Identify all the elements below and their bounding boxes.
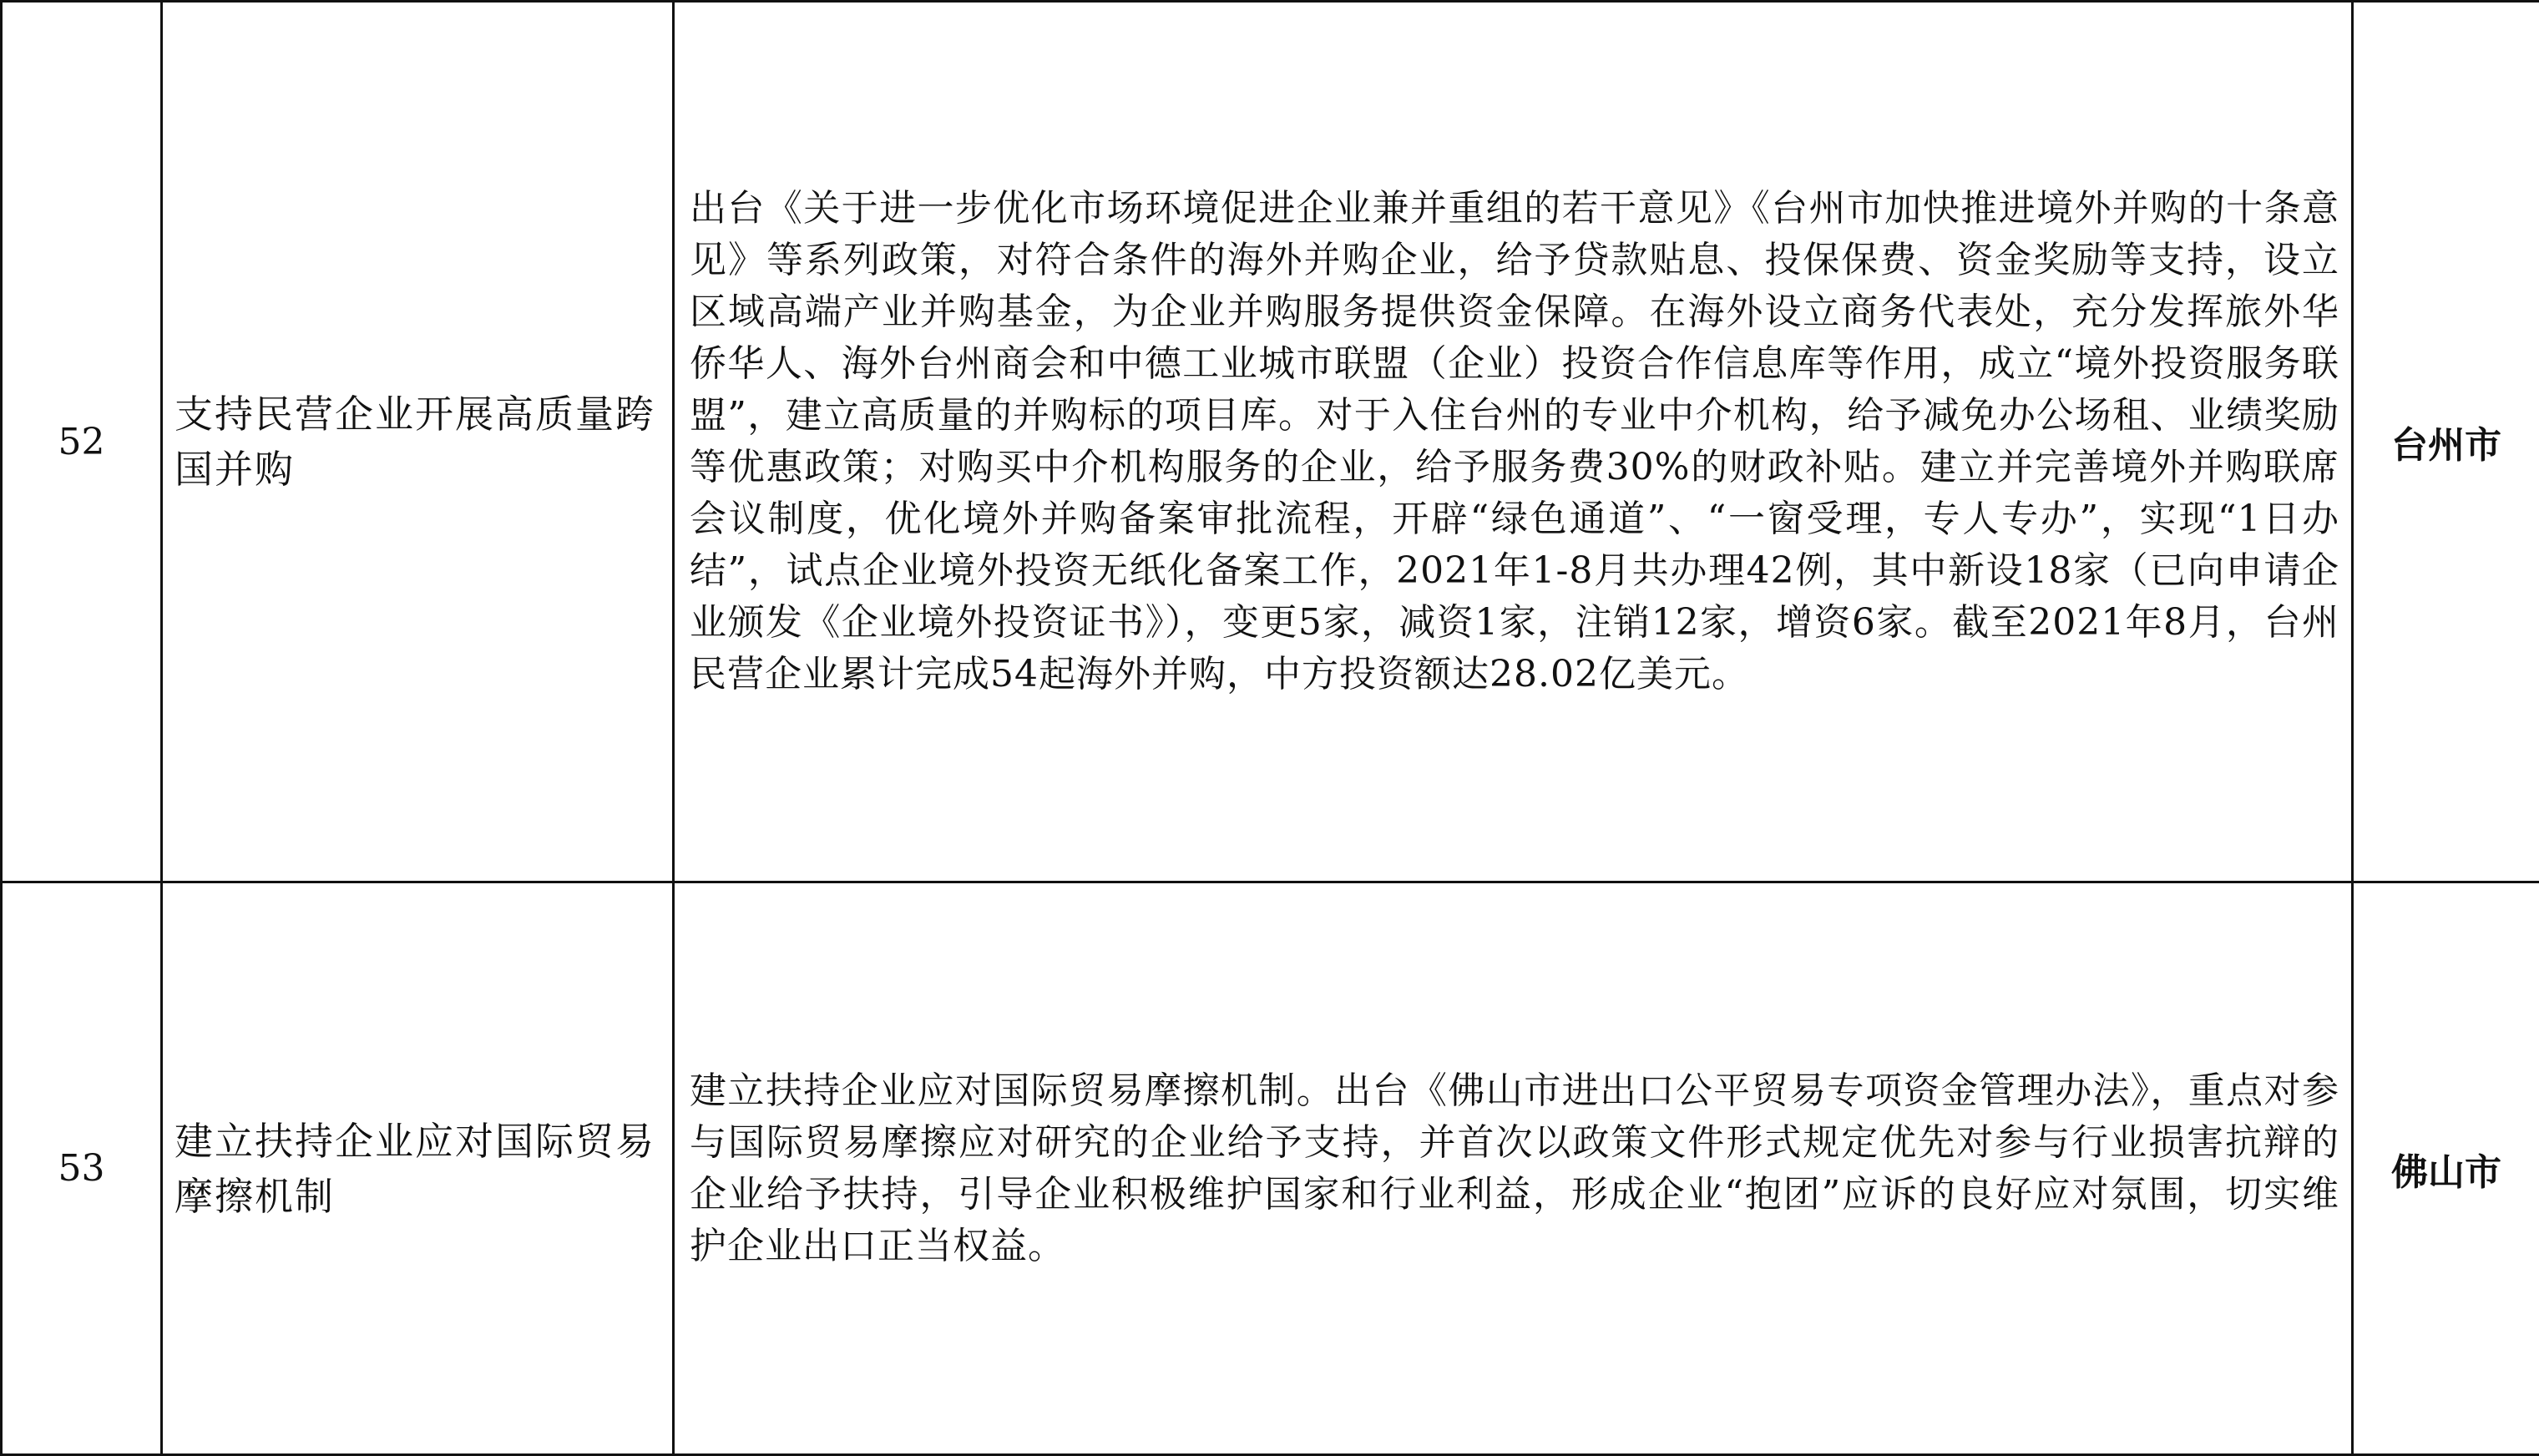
city-name: 台州市 (2353, 2, 2539, 882)
city-name: 佛山市 (2353, 882, 2539, 1455)
measure-detail (674, 882, 2353, 1455)
detail-text: 出台《关于进一步优化市场环境促进企业兼并重组的若干意见》《台州市加快推进境外并购的十条意见》等系列政策，对符合条件的海外并购企业，给予贷款贴息、投保保费、资金奖励等支持，设立区域高端产业并购基金，为企业并购服务提供资金保障。在海外设立商务代表处，充分发挥旅外华侨华人、海外台州商会和中德工业城市联盟（企业）投资合作信息库等作用，成立“境外投资服务联盟”，建立高质量的并购标的项目库。对于入住台州的专业中介机构，给予减免办公场租、业绩奖励等优惠政策；对购买中介机构服务的企业，给予服务费30%的财政补贴。建立并完善境外并购联席会议制度，优化境外并购备案审批流程，开辟“绿色通道”、“一窗受理，专人专办”，实现“1日办结”，试点企业境外投资无纸化备案工作，2021年1-8月共办理42例，其中新设18家（已向申请企业颁发《企业境外投资证书》），变更5家，减资1家，注销12家，增资6家。截至2021年8月，台州民营企业累计完成54起海外并购，中方投资额达28.02亿美元。 (690, 183, 2339, 700)
row-number: 52 (2, 2, 162, 882)
measure-detail (674, 2, 2353, 882)
measure-title: 支持民营企业开展高质量跨国并购 (162, 2, 674, 882)
table-row (2, 2, 2539, 882)
row-number: 53 (2, 882, 162, 1455)
detail-text: 建立扶持企业应对国际贸易摩擦机制。出台《佛山市进出口公平贸易专项资金管理办法》，重点对参与国际贸易摩擦应对研究的企业给予支持，并首次以政策文件形式规定优先对参与行业损害抗辩的企业给予扶持，引导企业积极维护国家和行业利益，形成企业“抱团”应诉的良好应对氛围，切实维护企业出口正当权益。 (690, 1065, 2339, 1272)
measure-title: 建立扶持企业应对国际贸易摩擦机制 (162, 882, 674, 1455)
table-row (2, 882, 2539, 1455)
